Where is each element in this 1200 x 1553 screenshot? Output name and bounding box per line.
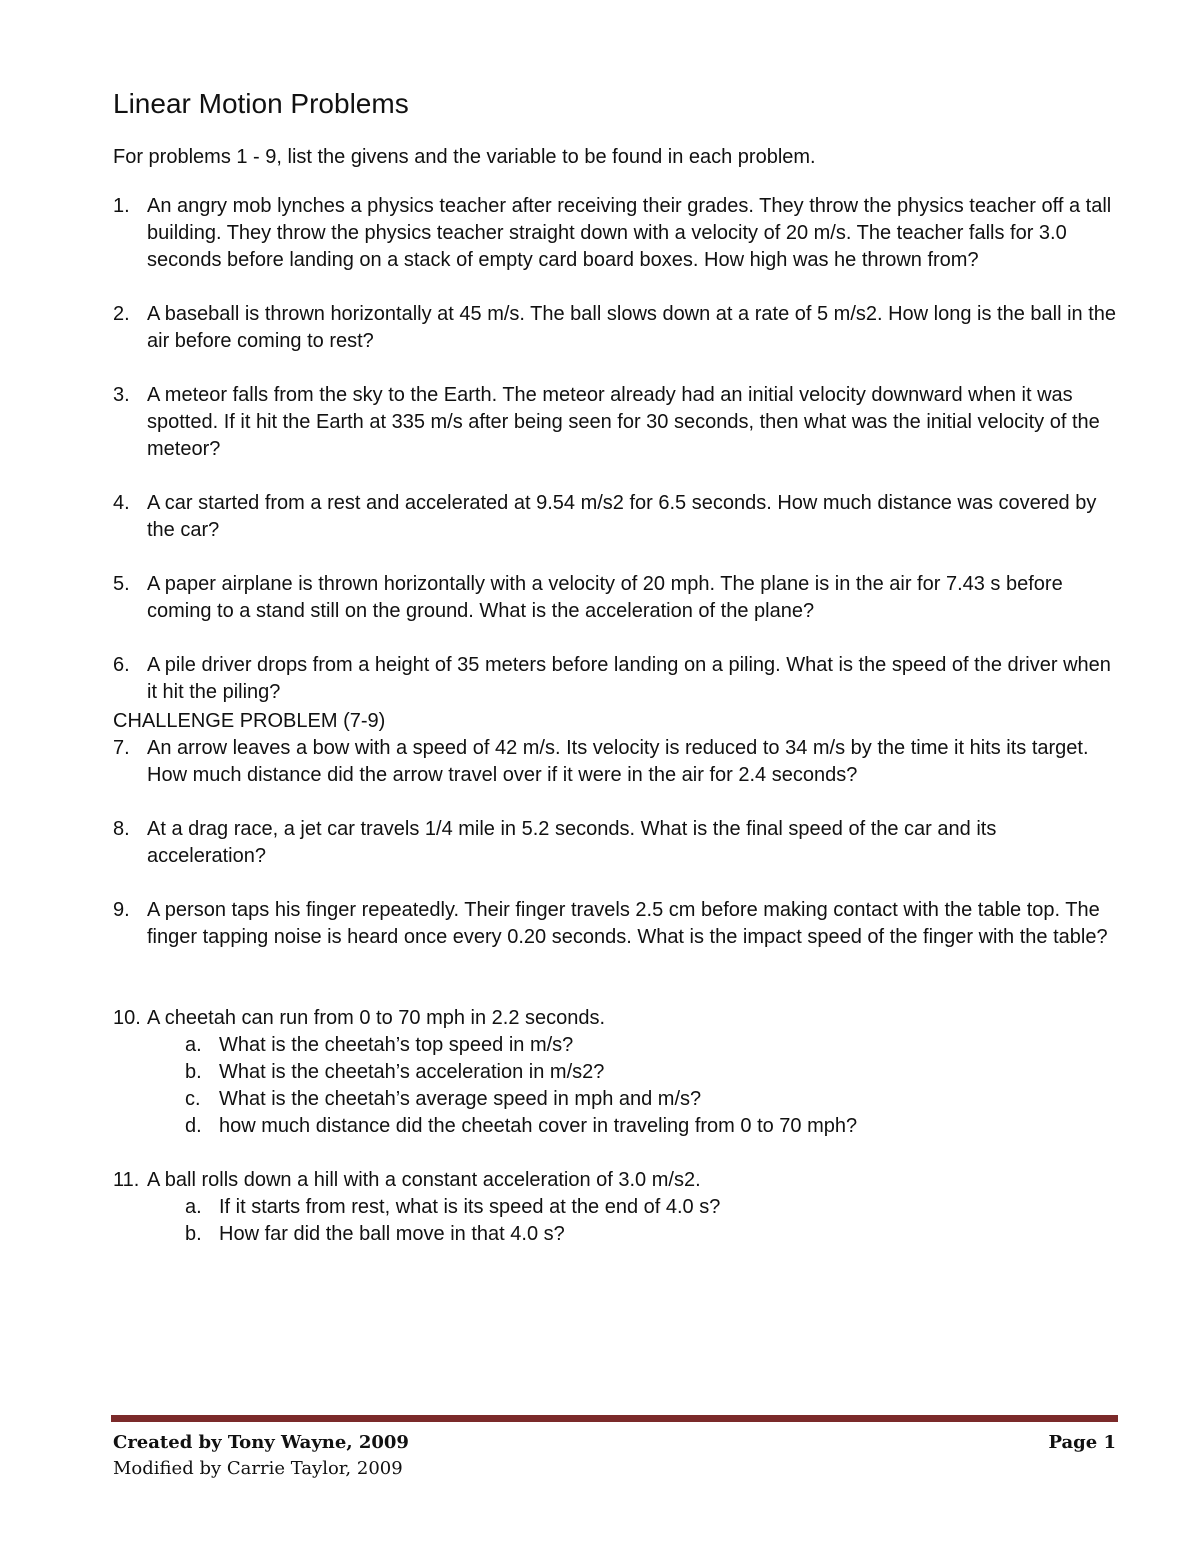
problem-text: A pile driver drops from a height of 35 meters before landing on a piling. What is the speed of the driver when it hit the piling? [147, 654, 1111, 703]
problem-item [113, 490, 1118, 544]
sub-question [185, 1059, 1118, 1086]
problem-number: 10. [113, 1007, 141, 1029]
sub-question [185, 1194, 1118, 1221]
problem-number: 2. [113, 303, 130, 325]
footer-created-by: Created by Tony Wayne, 2009 [113, 1432, 409, 1453]
problem-item [113, 735, 1118, 789]
sub-question [185, 1086, 1118, 1113]
problem-list-part1 [113, 193, 1118, 706]
sub-question [185, 1221, 1118, 1248]
problem-text: At a drag race, a jet car travels 1/4 mile in 5.2 seconds. What is the final speed of the car and its acceleration? [147, 818, 997, 867]
problem-text: An angry mob lynches a physics teacher after receiving their grades. They throw the physics teacher off a tall building. They throw the physics teacher straight down with a velocity of 20 m/s. The teacher falls for 3.0 seconds before landing on a stack of empty card board boxes. How high was he thrown from? [147, 195, 1112, 271]
sub-question-letter: b. [185, 1223, 202, 1245]
footer-page-number: Page 1 [1048, 1432, 1116, 1453]
problem-number: 11. [113, 1169, 140, 1191]
problem-text: A car started from a rest and accelerated at 9.54 m/s2 for 6.5 seconds. How much distance was covered by the car? [147, 492, 1097, 541]
footer-modified-by: Modified by Carrie Taylor, 2009 [113, 1458, 403, 1479]
footer-row [113, 1430, 1116, 1456]
sub-question-list [147, 1032, 1118, 1140]
page-title: Linear Motion Problems [113, 88, 409, 119]
problem-number: 7. [113, 737, 130, 759]
sub-question-text: If it starts from rest, what is its speed at the end of 4.0 s? [219, 1196, 721, 1218]
problem-item [113, 301, 1118, 355]
sub-question [185, 1032, 1118, 1059]
problem-number: 3. [113, 384, 130, 406]
problem-text: A meteor falls from the sky to the Earth. The meteor already had an initial velocity downward when it was spotted. If it hit the Earth at 335 m/s after being seen for 30 seconds, then what was the initial velocity of the meteor? [147, 384, 1100, 460]
problem-number: 6. [113, 654, 130, 676]
problem-number: 5. [113, 573, 130, 595]
problem-item [113, 816, 1118, 870]
problem-item-10 [113, 1005, 1118, 1140]
document-page [113, 86, 1118, 1275]
problem-text: A paper airplane is thrown horizontally with a velocity of 20 mph. The plane is in the air for 7.43 s before coming to a stand still on the ground. What is the acceleration of the plane? [147, 573, 1063, 622]
problem-text: A baseball is thrown horizontally at 45 m/s. The ball slows down at a rate of 5 m/s2. How long is the ball in the air before coming to rest? [147, 303, 1117, 352]
sub-question-letter: a. [185, 1196, 202, 1218]
sub-question-text: What is the cheetah’s acceleration in m/s2? [219, 1061, 605, 1083]
challenge-heading: CHALLENGE PROBLEM (7-9) [113, 710, 386, 732]
page-footer [113, 1430, 1116, 1482]
problem-number: 8. [113, 818, 130, 840]
sub-question-text: How far did the ball move in that 4.0 s? [219, 1223, 565, 1245]
problem-item [113, 652, 1118, 706]
problem-list-part2 [113, 735, 1118, 1248]
sub-question-letter: b. [185, 1061, 202, 1083]
intro-text: For problems 1 - 9, list the givens and the variable to be found in each problem. [113, 146, 816, 168]
problem-number: 1. [113, 195, 130, 217]
sub-question-text: What is the cheetah’s average speed in mph and m/s? [219, 1088, 702, 1110]
sub-question-letter: d. [185, 1115, 202, 1137]
problem-number: 9. [113, 899, 130, 921]
sub-question-text: What is the cheetah’s top speed in m/s? [219, 1034, 574, 1056]
problem-item-11 [113, 1167, 1118, 1248]
sub-question-letter: c. [185, 1088, 201, 1110]
sub-question-list [147, 1194, 1118, 1248]
problem-number: 4. [113, 492, 130, 514]
problem-text: A cheetah can run from 0 to 70 mph in 2.2 seconds. [147, 1007, 606, 1029]
problem-item [113, 382, 1118, 463]
problem-item [113, 897, 1118, 951]
problem-text: A ball rolls down a hill with a constant acceleration of 3.0 m/s2. [147, 1169, 701, 1191]
problem-item [113, 571, 1118, 625]
sub-question [185, 1113, 1118, 1140]
sub-question-text: how much distance did the cheetah cover in traveling from 0 to 70 mph? [219, 1115, 858, 1137]
problem-item [113, 193, 1118, 274]
footer-divider [111, 1415, 1118, 1422]
problem-text: A person taps his finger repeatedly. Their finger travels 2.5 cm before making contact with the table top. The finger tapping noise is heard once every 0.20 seconds. What is the impact speed of the finger with the table? [147, 899, 1108, 948]
sub-question-letter: a. [185, 1034, 202, 1056]
problem-text: An arrow leaves a bow with a speed of 42 m/s. Its velocity is reduced to 34 m/s by the time it hits its target. How much distance did the arrow travel over if it were in the air for 2.4 seconds? [147, 737, 1089, 786]
